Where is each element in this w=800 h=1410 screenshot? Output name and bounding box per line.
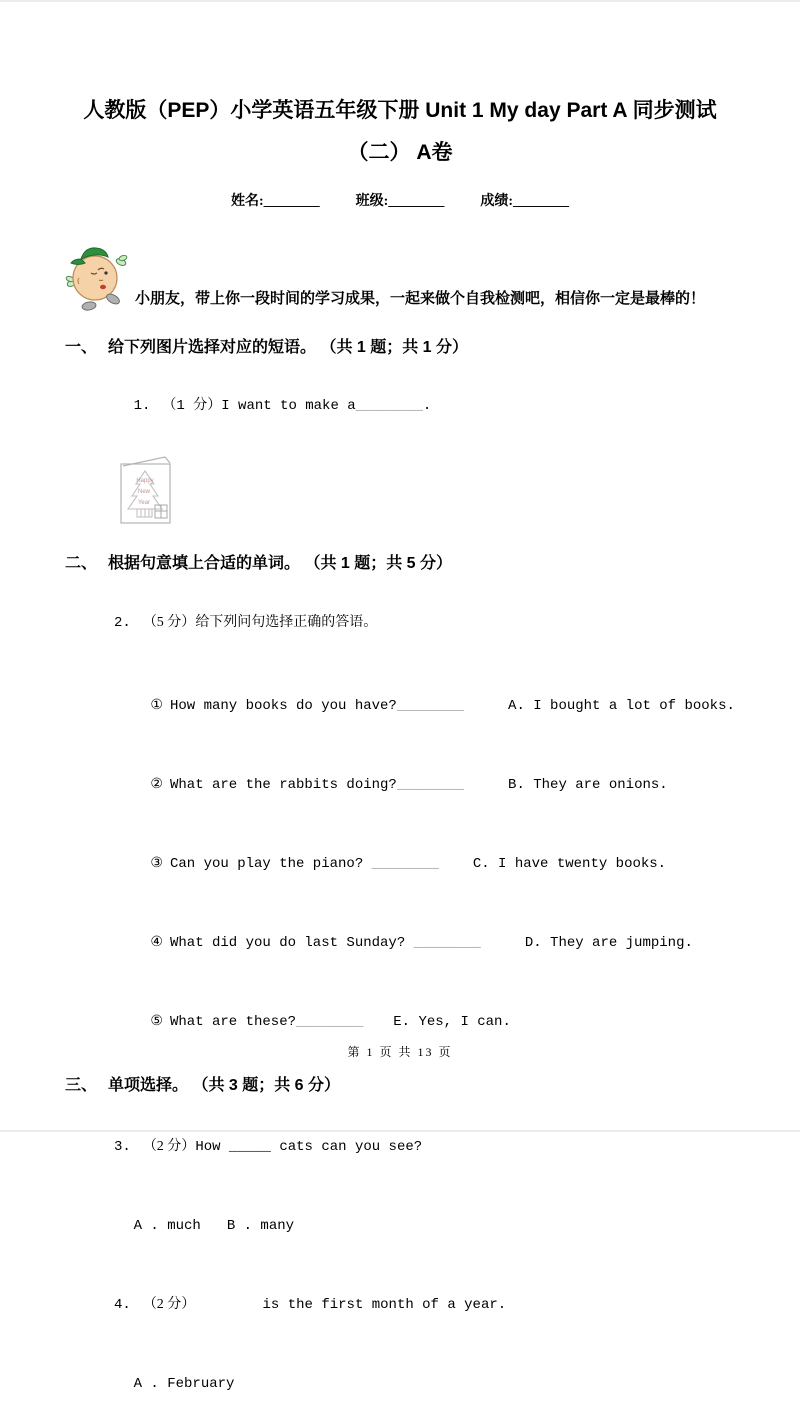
new-year-card-image bbox=[113, 452, 177, 528]
question-1 bbox=[100, 381, 735, 432]
match-3-number: ③ bbox=[150, 856, 163, 872]
question-1-score: （1 分） bbox=[162, 398, 222, 414]
section-1-number: 一、 bbox=[65, 339, 98, 356]
card-text-new: New bbox=[137, 489, 151, 495]
student-info-row bbox=[65, 190, 735, 210]
match-1-question: How many books do you have? bbox=[169, 698, 397, 714]
match-4-blank: ________ bbox=[413, 935, 481, 951]
section-1-heading bbox=[65, 338, 735, 357]
match-5-answer: E. Yes, I can. bbox=[393, 1014, 511, 1030]
question-1-suffix: . bbox=[422, 398, 432, 414]
question-2-score: （5 分） bbox=[142, 615, 196, 630]
class-label: 班级: bbox=[355, 194, 389, 209]
question-3-option-a: A . much bbox=[133, 1218, 201, 1234]
section-1-title: 给下列图片选择对应的短语。 （共 1 题；共 1 分） bbox=[108, 339, 469, 356]
question-2-number: 2. bbox=[114, 615, 131, 631]
question-3-text: How _____ cats can you see? bbox=[195, 1139, 423, 1155]
section-3-number: 三、 bbox=[65, 1077, 98, 1094]
question-4-option-a: A . February bbox=[133, 1376, 235, 1392]
match-item-5 bbox=[100, 997, 735, 1048]
question-4-options bbox=[100, 1359, 735, 1410]
intro-row bbox=[65, 242, 735, 312]
question-4-score: （2 分） bbox=[142, 1297, 196, 1312]
name-label: 姓名: bbox=[230, 194, 264, 209]
question-3-score: （2 分） bbox=[142, 1139, 196, 1154]
question-3-number: 3. bbox=[114, 1139, 131, 1155]
page-title: 人教版（PEP）小学英语五年级下册 Unit 1 My day Part A 同步测试（二） A卷 bbox=[83, 99, 717, 164]
student-name-field bbox=[231, 190, 320, 210]
student-score-field bbox=[480, 190, 569, 210]
score-blank: ________ bbox=[513, 194, 569, 209]
section-3-heading bbox=[65, 1076, 735, 1095]
question-2 bbox=[100, 597, 735, 649]
question-3-options bbox=[100, 1201, 735, 1252]
card-text-happy: Happy bbox=[136, 478, 154, 484]
jumping-kid-icon bbox=[65, 242, 127, 312]
match-4-answer: D. They are jumping. bbox=[524, 935, 693, 951]
match-item-2 bbox=[100, 760, 735, 811]
question-4-text: is the first month of a year. bbox=[195, 1297, 507, 1313]
match-1-blank: ________ bbox=[396, 698, 465, 714]
intro-text: 小朋友，带上你一段时间的学习成果，一起来做个自我检测吧，相信你一定是最棒的！ bbox=[135, 291, 706, 307]
match-4-number: ④ bbox=[150, 935, 163, 951]
question-3-option-b: B . many bbox=[226, 1218, 295, 1234]
card-text-year: Year bbox=[137, 500, 151, 506]
section-2-heading bbox=[65, 554, 735, 573]
match-item-3 bbox=[100, 839, 735, 890]
question-2-text: 给下列问句选择正确的答语。 bbox=[195, 615, 378, 630]
match-item-1 bbox=[100, 681, 735, 732]
student-class-field bbox=[356, 190, 445, 210]
name-blank: ________ bbox=[263, 194, 320, 209]
section-3-title: 单项选择。 （共 3 题；共 6 分） bbox=[108, 1077, 341, 1094]
question-1-blank: ________ bbox=[355, 398, 423, 414]
match-2-number: ② bbox=[150, 777, 163, 793]
match-3-question: Can you play the piano? bbox=[169, 856, 372, 872]
match-5-question: What are these? bbox=[169, 1014, 297, 1030]
question-1-text: I want to make a bbox=[221, 398, 356, 414]
match-2-question: What are the rabbits doing? bbox=[169, 777, 397, 793]
match-2-answer: B. They are onions. bbox=[508, 777, 668, 793]
question-1-number: 1. bbox=[133, 398, 151, 414]
match-1-answer: A. I bought a lot of books. bbox=[508, 698, 735, 714]
page-footer: 第 1 页 共 13 页 bbox=[347, 1045, 453, 1059]
match-5-blank: ________ bbox=[296, 1014, 364, 1030]
matching-list bbox=[65, 681, 735, 1048]
question-4-number: 4. bbox=[114, 1297, 131, 1313]
question-4 bbox=[100, 1279, 735, 1331]
match-3-blank: ________ bbox=[371, 856, 439, 872]
match-item-4 bbox=[100, 918, 735, 969]
match-5-number: ⑤ bbox=[150, 1014, 163, 1030]
score-label: 成绩: bbox=[480, 194, 513, 209]
section-2-number: 二、 bbox=[65, 555, 98, 572]
section-2-title: 根据句意填上合适的单词。 （共 1 题；共 5 分） bbox=[108, 555, 453, 572]
match-1-number: ① bbox=[150, 698, 163, 714]
question-3 bbox=[100, 1121, 735, 1173]
match-2-blank: ________ bbox=[396, 777, 465, 793]
match-4-question: What did you do last Sunday? bbox=[169, 935, 414, 951]
match-3-answer: C. I have twenty books. bbox=[472, 856, 667, 872]
class-blank: ________ bbox=[388, 194, 445, 209]
